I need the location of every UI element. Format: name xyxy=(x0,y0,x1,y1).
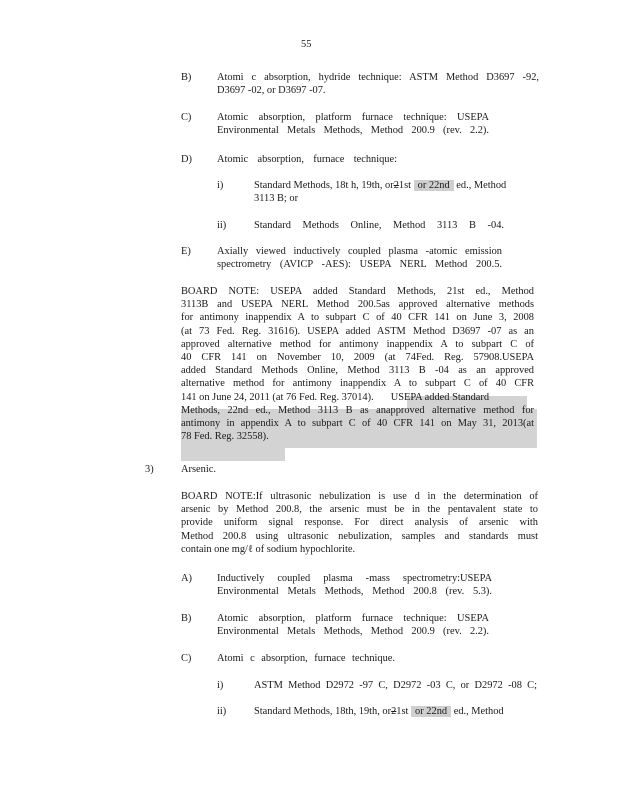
struck-text: 2 xyxy=(391,706,397,717)
struck-text: 2 xyxy=(393,180,399,191)
list-item xyxy=(217,71,539,97)
text-line: Axially viewed inductively coupled plasma -atomic emission xyxy=(217,246,502,257)
text-run: ed., Method xyxy=(456,180,507,191)
text-run: 141 on June 24, 2011 (at 76 Fed. Reg. 37014). xyxy=(181,391,374,403)
item-marker: D) xyxy=(181,154,192,165)
item-marker: E) xyxy=(181,246,191,257)
subitem-text xyxy=(254,219,504,232)
text-run: Standard Methods, 18t h, 19th, or xyxy=(254,180,394,191)
text-run: 1st xyxy=(398,180,412,191)
item-marker: C) xyxy=(181,653,192,664)
item-marker: B) xyxy=(181,613,192,624)
text-line: BOARD NOTE:If ultrasonic nebulization is use d in the determination of xyxy=(181,491,538,502)
board-note xyxy=(181,490,538,556)
item-marker: B) xyxy=(181,72,192,83)
text-line: alternative method for antimony inappendix A to subpart C of 40 CFR xyxy=(181,378,534,390)
highlighted-insert: or 22nd xyxy=(414,180,454,191)
subitem-marker: i) xyxy=(217,680,224,691)
text-line: 78 Fed. Reg. 32558). xyxy=(181,431,269,443)
text-line: Atomic absorption, furnace technique: xyxy=(217,154,397,165)
text-line: 3113 B; or xyxy=(254,193,299,204)
text-line: contain one mg/ℓ of sodium hypochlorite. xyxy=(181,543,356,555)
subitem-text xyxy=(254,679,537,692)
text-line: spectrometry (AVICP -AES): USEPA NERL Method 200.5. xyxy=(217,259,502,271)
subitem-marker: ii) xyxy=(217,220,227,231)
text-line: added Standard Methods Online, Method 3113 B -04 as an approved xyxy=(181,365,534,377)
list-item xyxy=(217,572,492,598)
list-item xyxy=(217,111,489,137)
text-line: Standard Methods Online, Method 3113 B -04. xyxy=(254,220,504,231)
text-line: Method 200.8 using ultrasonic nebulization, samples and standards must xyxy=(181,530,538,542)
text-line: approved alternative method for antimony inappendix A to subpart C of xyxy=(181,338,534,350)
text-line: BOARD NOTE: USEPA added Standard Methods, 21st ed., Method xyxy=(181,286,534,297)
subitem-text xyxy=(254,179,531,192)
text-line: Environmental Metals Methods, Method 200.8 (rev. 5.3). xyxy=(217,586,492,598)
text-line: D3697 -02, or D3697 -07. xyxy=(217,85,326,97)
item-marker: A) xyxy=(181,573,192,584)
text-run: Standard Methods, 18th, 19th, or xyxy=(254,706,392,717)
text-run: 1st xyxy=(396,706,409,717)
page-number: 55 xyxy=(301,39,312,50)
highlighted-insert: or 22nd xyxy=(411,706,451,717)
text-line: Environmental Metals Methods, Method 200.9 (rev. 2.2). xyxy=(217,626,489,638)
highlighted-text: USEPA added Standard xyxy=(390,391,490,403)
text-line: 40 CFR 141 on November 10, 2009 (at 74Fed. Reg. 57908.USEPA xyxy=(181,352,534,364)
text-line: Environmental Metals Methods, Method 200.9 (rev. 2.2). xyxy=(217,125,489,137)
text-line: for antimony inappendix A to subpart C of 40 CFR 141 on June 3, 2008 xyxy=(181,312,534,324)
text-line: Inductively coupled plasma -mass spectrometry:USEPA xyxy=(217,573,492,584)
text-line: antimony in appendix A to subpart C of 40 CFR 141 on May 31, 2013(at xyxy=(181,418,534,430)
section-marker: 3) xyxy=(145,464,154,475)
section-title: Arsenic. xyxy=(181,464,216,475)
highlight-block xyxy=(181,448,285,461)
text-line: Atomi c absorption, furnace technique. xyxy=(217,653,395,664)
subitem-marker: ii) xyxy=(217,706,227,717)
text-line: ASTM Method D2972 -97 C, D2972 -03 C, or D2972 -08 C; xyxy=(254,680,537,691)
text-line: 3113B and USEPA NERL Method 200.5as approved alternative methods xyxy=(181,299,534,311)
text-line: Atomi c absorption, hydride technique: ASTM Method D3697 -92, xyxy=(217,72,539,83)
list-item xyxy=(217,652,395,665)
list-item xyxy=(217,245,502,271)
item-marker: C) xyxy=(181,112,192,123)
text-line xyxy=(181,391,534,404)
text-run: ed., Method xyxy=(453,706,504,717)
board-note xyxy=(181,285,534,443)
subitem-text xyxy=(254,705,531,718)
list-item xyxy=(217,153,397,166)
text-line: arsenic by Method 200.8, the arsenic must be in the pentavalent state to xyxy=(181,504,538,516)
text-line: provide uniform signal response. For direct analysis of arsenic with xyxy=(181,517,538,529)
list-item xyxy=(217,612,489,638)
text-line: Methods, 22nd ed., Method 3113 B as anapproved alternative method for xyxy=(181,404,534,416)
subitem-marker: i) xyxy=(217,180,224,191)
text-line: (at 73 Fed. Reg. 31616). USEPA added ASTM Method D3697 -07 as an xyxy=(181,325,534,337)
text-line: Atomic absorption, platform furnace technique: USEPA xyxy=(217,613,489,624)
text-line: Atomic absorption, platform furnace technique: USEPA xyxy=(217,112,489,123)
